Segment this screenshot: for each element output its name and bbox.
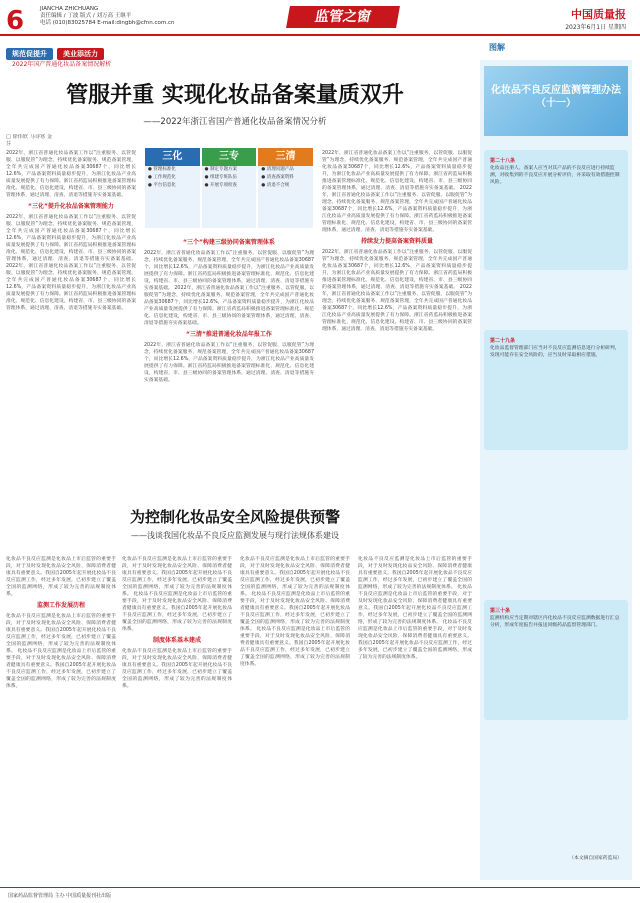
issue-date: 2023年6月1日 星期四 [565, 24, 626, 31]
article2-subtitle: ——浅谈我国化妆品不良反应监测发展与现行法规体系建设 [131, 531, 339, 540]
three-column-diagram: 三化 ● 管理标准化 ● 工作规范化 ● 平台信息化 三专 ● 制定专题方案 ● 组建专班队伍 ● 开展专项检查 三清 ● 清理问题产品 ● 清查备案资料 ● 清退不合规 [144, 148, 314, 228]
article2-col1: 化妆品不良反应监测是化妆品上市后监管的重要手段，对于及时发现化妆品安全风险、保障消费者健康具有重要意义。我国自2005年起开展化妆品不良反应监测工作，经过多年发展，已初步建立了覆盖全国的监测网络，形成了较为完善的法规制度体系。 监测工作发展历程 化妆品不良反应监测是化妆品上市后监管的重要手段，对于及时发现化妆品安全风险、保障消费者健康具有重要意义。我国自2005年起开展化妆品不良反应监测工作，经过多年发展，已初步建立了覆盖全国的监测网络，形成了较为完善的法规制度体系。 化妆品不良反应监测是化妆品上市后监管的重要手段，对于及时发现化妆品安全风险、保障消费者健康具有重要意义。我国自2005年起开展化妆品不良反应监测工作，经过多年发展，已初步建立了覆盖全国的监测网络，形成了较为完善的法规制度体系。 [6, 557, 116, 689]
sidebar-box-text: 第二十九条 化妆品监督管理部门应当对不良反应监测信息进行分析研判，发现可能存在安全风险的，应当及时采取相应措施。 [490, 338, 620, 358]
figure-label: 图解 [489, 43, 505, 52]
header-meta: JIANCHA ZHICHUANG 责任编辑 / 丁波 版式 / 刘万高 王继平 电话 (010)83025784 E-mail:dingbh@cfnn.com.cn [40, 6, 175, 26]
article2-col2: 化妆品不良反应监测是化妆品上市后监管的重要手段，对于及时发现化妆品安全风险、保障消费者健康具有重要意义。我国自2005年起开展化妆品不良反应监测工作，经过多年发展，已初步建立了覆盖全国的监测网络，形成了较为完善的法规制度体系。 化妆品不良反应监测是化妆品上市后监管的重要手段，对于及时发现化妆品安全风险、保障消费者健康具有重要意义。我国自2005年起开展化妆品不良反应监测工作，经过多年发展，已初步建立了覆盖全国的监测网络，形成了较为完善的法规制度体系。 制度体系基本建成 化妆品不良反应监测是化妆品上市后监管的重要手段，对于及时发现化妆品安全风险、保障消费者健康具有重要意义。我国自2005年起开展化妆品不良反应监测工作，经过多年发展，已初步建立了覆盖全国的监测网络，形成了较为完善的法规制度体系。 [122, 557, 232, 689]
page-footer: 国家药品监督管理局 主办 中国质量报刊社出版 [0, 887, 640, 903]
tag: 规范促提升 [6, 48, 53, 60]
sidebar-box-text: 第三十条 监测机构应当定期对辖区内化妆品不良反应监测数据进行汇总分析，形成年度报告并报送同级药品监督管理部门。 [490, 608, 620, 628]
sidebar-source: （本文摘自国家药监局） [569, 856, 622, 861]
article2-col4: 化妆品不良反应监测是化妆品上市后监管的重要手段，对于及时发现化妆品安全风险、保障消费者健康具有重要意义。我国自2005年起开展化妆品不良反应监测工作，经过多年发展，已初步建立了覆盖全国的监测网络，形成了较为完善的法规制度体系。 化妆品不良反应监测是化妆品上市后监管的重要手段，对于及时发现化妆品安全风险、保障消费者健康具有重要意义。我国自2005年起开展化妆品不良反应监测工作，经过多年发展，已初步建立了覆盖全国的监测网络，形成了较为完善的法规制度体系。 化妆品不良反应监测是化妆品上市后监管的重要手段，对于及时发现化妆品安全风险、保障消费者健康具有重要意义。我国自2005年起开展化妆品不良反应监测工作，经过多年发展，已初步建立了覆盖全国的监测网络，形成了较为完善的法规制度体系。 [358, 557, 472, 660]
sidebar-figure-title: 化妆品不良反应监测管理办法（十一） [484, 66, 628, 136]
article1-col1: 2022年，浙江省普通化妆品备案工作以“注重服务、以管促服、以服促管”为理念，持续优化备案服务、规范备案管理，全年共完成国产普通化妆品备案30687个，同比增长12.6%，产品备案资料质量稳步提升，为浙江化妆品产业高质量发展提供了有力保障。浙江省药监局积极推进备案管理标准化、规范化、信息化建设，构建省、市、县三级协同的备案管理体系，通过清理、清查、清退等措施夯实备案基础。 “三化”提升化妆品备案管理能力 2022年，浙江省普通化妆品备案工作以“注重服务、以管促服、以服促管”为理念，持续优化备案服务、规范备案管理，全年共完成国产普通化妆品备案30687个，同比增长12.6%，产品备案资料质量稳步提升，为浙江化妆品产业高质量发展提供了有力保障。浙江省药监局积极推进备案管理标准化、规范化、信息化建设，构建省、市、县三级协同的备案管理体系，通过清理、清查、清退等措施夯实备案基础。 2022年，浙江省普通化妆品备案工作以“注重服务、以管促服、以服促管”为理念，持续优化备案服务、规范备案管理，全年共完成国产普通化妆品备案30687个，同比增长12.6%，产品备案资料质量稳步提升，为浙江化妆品产业高质量发展提供了有力保障。浙江省药监局积极推进备案管理标准化、规范化、信息化建设，构建省、市、县三级协同的备案管理体系，通过清理、清查、清退等措施夯实备案基础。 [6, 151, 136, 311]
tag-row [6, 41, 108, 58]
paper-name: 中国质量报 [571, 8, 626, 21]
column-name: 监管之窗 [286, 6, 400, 28]
article1-title: 管服并重 实现化妆品备案量质双升 [66, 82, 404, 108]
article1-subtitle: ——2022年浙江省国产普通化妆品备案情况分析 [143, 117, 327, 127]
author: □ 徐伟欣 马诗寒 金芬 [6, 134, 52, 147]
subtitle-tag: 2022年国产普通化妆品备案情况解析 [12, 61, 112, 68]
article1-col2: “三个”构建三级协同备案管理体系 2022年，浙江省普通化妆品备案工作以“注重服务、以管促服、以服促管”为理念，持续优化备案服务、规范备案管理，全年共完成国产普通化妆品备案30687个，同比增长12.6%，产品备案资料质量稳步提升，为浙江化妆品产业高质量发展提供了有力保障。浙江省药监局积极推进备案管理标准化、规范化、信息化建设，构建省、市、县三级协同的备案管理体系，通过清理、清查、清退等措施夯实备案基础。 2022年，浙江省普通化妆品备案工作以“注重服务、以管促服、以服促管”为理念，持续优化备案服务、规范备案管理，全年共完成国产普通化妆品备案30687个，同比增长12.6%，产品备案资料质量稳步提升，为浙江化妆品产业高质量发展提供了有力保障。浙江省药监局积极推进备案管理标准化、规范化、信息化建设，构建省、市、县三级协同的备案管理体系，通过清理、清查、清退等措施夯实备案基础。 “三清”推进普通化妆品年报工作 2022年，浙江省普通化妆品备案工作以“注重服务、以管促服、以服促管”为理念，持续优化备案服务、规范备案管理，全年共完成国产普通化妆品备案30687个，同比增长12.6%，产品备案资料质量稳步提升，为浙江化妆品产业高质量发展提供了有力保障。浙江省药监局积极推进备案管理标准化、规范化、信息化建设，构建省、市、县三级协同的备案管理体系，通过清理、清查、清退等措施夯实备案基础。 [144, 239, 314, 383]
tag: 美业添活力 [57, 48, 104, 60]
article2-title: 为控制化妆品安全风险提供预警 [129, 508, 340, 526]
article2-col3: 化妆品不良反应监测是化妆品上市后监管的重要手段，对于及时发现化妆品安全风险、保障消费者健康具有重要意义。我国自2005年起开展化妆品不良反应监测工作，经过多年发展，已初步建立了覆盖全国的监测网络，形成了较为完善的法规制度体系。 化妆品不良反应监测是化妆品上市后监管的重要手段，对于及时发现化妆品安全风险、保障消费者健康具有重要意义。我国自2005年起开展化妆品不良反应监测工作，经过多年发展，已初步建立了覆盖全国的监测网络，形成了较为完善的法规制度体系。 化妆品不良反应监测是化妆品上市后监管的重要手段，对于及时发现化妆品安全风险、保障消费者健康具有重要意义。我国自2005年起开展化妆品不良反应监测工作，经过多年发展，已初步建立了覆盖全国的监测网络，形成了较为完善的法规制度体系。 [240, 557, 350, 667]
sidebar-box-text: 第二十八条 化妆品注册人、备案人应当对其产品的不良反应进行持续监测，对收集到的不良反应开展分析评价，并采取有效措施控制风险。 [490, 158, 620, 185]
page-number: 6 [6, 6, 25, 36]
article1-col3: 2022年，浙江省普通化妆品备案工作以“注重服务、以管促服、以服促管”为理念，持续优化备案服务、规范备案管理，全年共完成国产普通化妆品备案30687个，同比增长12.6%，产品备案资料质量稳步提升，为浙江化妆品产业高质量发展提供了有力保障。浙江省药监局积极推进备案管理标准化、规范化、信息化建设，构建省、市、县三级协同的备案管理体系，通过清理、清查、清退等措施夯实备案基础。 2022年，浙江省普通化妆品备案工作以“注重服务、以管促服、以服促管”为理念，持续优化备案服务、规范备案管理，全年共完成国产普通化妆品备案30687个，同比增长12.6%，产品备案资料质量稳步提升，为浙江化妆品产业高质量发展提供了有力保障。浙江省药监局积极推进备案管理标准化、规范化、信息化建设，构建省、市、县三级协同的备案管理体系，通过清理、清查、清退等措施夯实备案基础。 持续发力提高备案资料质量 2022年，浙江省普通化妆品备案工作以“注重服务、以管促服、以服促管”为理念，持续优化备案服务、规范备案管理，全年共完成国产普通化妆品备案30687个，同比增长12.6%，产品备案资料质量稳步提升，为浙江化妆品产业高质量发展提供了有力保障。浙江省药监局积极推进备案管理标准化、规范化、信息化建设，构建省、市、县三级协同的备案管理体系，通过清理、清查、清退等措施夯实备案基础。 2022年，浙江省普通化妆品备案工作以“注重服务、以管促服、以服促管”为理念，持续优化备案服务、规范备案管理，全年共完成国产普通化妆品备案30687个，同比增长12.6%，产品备案资料质量稳步提升，为浙江化妆品产业高质量发展提供了有力保障。浙江省药监局积极推进备案管理标准化、规范化、信息化建设，构建省、市、县三级协同的备案管理体系，通过清理、清查、清退等措施夯实备案基础。 [322, 151, 472, 332]
